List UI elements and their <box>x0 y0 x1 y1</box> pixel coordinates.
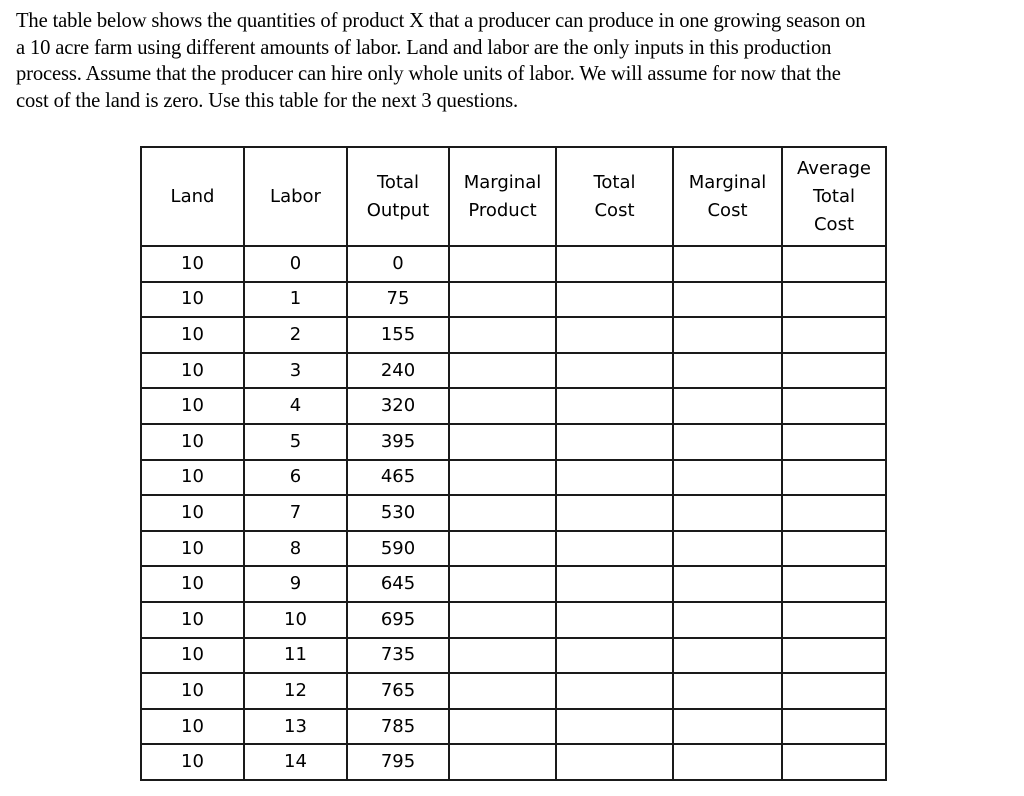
cell-labor: 11 <box>244 638 347 674</box>
cell-marginal-product <box>449 566 556 602</box>
cell-labor: 5 <box>244 424 347 460</box>
question-intro-paragraph <box>16 8 1016 114</box>
cell-land: 10 <box>141 602 244 638</box>
cell-total-output: 155 <box>347 317 449 353</box>
cell-total-output: 735 <box>347 638 449 674</box>
cell-land: 10 <box>141 638 244 674</box>
cell-marginal-product <box>449 317 556 353</box>
table-row <box>141 602 886 638</box>
header-marginal-product: Marginal Product <box>449 147 556 246</box>
cell-total-output: 530 <box>347 495 449 531</box>
cell-marginal-cost <box>673 638 782 674</box>
cell-total-cost <box>556 673 673 709</box>
cell-marginal-cost <box>673 353 782 389</box>
cell-marginal-cost <box>673 317 782 353</box>
cell-total-output: 785 <box>347 709 449 745</box>
cell-marginal-cost <box>673 460 782 496</box>
cell-marginal-cost <box>673 388 782 424</box>
production-table <box>140 146 887 781</box>
table-row <box>141 424 886 460</box>
cell-land: 10 <box>141 495 244 531</box>
table-row <box>141 246 886 282</box>
header-total-cost: Total Cost <box>556 147 673 246</box>
cell-total-output: 320 <box>347 388 449 424</box>
cell-total-cost <box>556 282 673 318</box>
cell-total-cost <box>556 709 673 745</box>
cell-total-output: 0 <box>347 246 449 282</box>
cell-labor: 8 <box>244 531 347 567</box>
table-row <box>141 744 886 780</box>
cell-average-total-cost <box>782 566 886 602</box>
cell-labor: 9 <box>244 566 347 602</box>
table-row <box>141 566 886 602</box>
cell-land: 10 <box>141 566 244 602</box>
cell-total-cost <box>556 495 673 531</box>
cell-average-total-cost <box>782 353 886 389</box>
cell-average-total-cost <box>782 246 886 282</box>
cell-labor: 6 <box>244 460 347 496</box>
cell-average-total-cost <box>782 460 886 496</box>
cell-marginal-cost <box>673 709 782 745</box>
cell-marginal-product <box>449 460 556 496</box>
cell-total-cost <box>556 317 673 353</box>
header-row <box>141 147 886 246</box>
table-row <box>141 531 886 567</box>
cell-land: 10 <box>141 709 244 745</box>
cell-average-total-cost <box>782 317 886 353</box>
cell-total-cost <box>556 602 673 638</box>
cell-total-cost <box>556 566 673 602</box>
intro-line: cost of the land is zero. Use this table for the next 3 questions. <box>16 89 518 112</box>
cell-total-cost <box>556 353 673 389</box>
table-body <box>141 246 886 780</box>
cell-land: 10 <box>141 282 244 318</box>
cell-total-output: 695 <box>347 602 449 638</box>
table-row <box>141 317 886 353</box>
cell-labor: 1 <box>244 282 347 318</box>
cell-land: 10 <box>141 246 244 282</box>
cell-total-output: 765 <box>347 673 449 709</box>
cell-average-total-cost <box>782 282 886 318</box>
cell-labor: 2 <box>244 317 347 353</box>
cell-total-output: 645 <box>347 566 449 602</box>
cell-marginal-cost <box>673 282 782 318</box>
cell-marginal-cost <box>673 495 782 531</box>
cell-marginal-product <box>449 246 556 282</box>
header-total-output: Total Output <box>347 147 449 246</box>
header-land: Land <box>141 147 244 246</box>
cell-land: 10 <box>141 744 244 780</box>
cell-land: 10 <box>141 424 244 460</box>
cell-marginal-cost <box>673 673 782 709</box>
cell-marginal-product <box>449 353 556 389</box>
cell-marginal-product <box>449 602 556 638</box>
table-row <box>141 388 886 424</box>
cell-total-cost <box>556 744 673 780</box>
cell-average-total-cost <box>782 602 886 638</box>
cell-land: 10 <box>141 388 244 424</box>
cell-total-output: 395 <box>347 424 449 460</box>
cell-marginal-cost <box>673 602 782 638</box>
cell-average-total-cost <box>782 638 886 674</box>
cell-marginal-cost <box>673 744 782 780</box>
cell-total-cost <box>556 246 673 282</box>
cell-marginal-cost <box>673 424 782 460</box>
table-row <box>141 638 886 674</box>
cell-total-output: 75 <box>347 282 449 318</box>
cell-labor: 7 <box>244 495 347 531</box>
cell-land: 10 <box>141 531 244 567</box>
cell-land: 10 <box>141 353 244 389</box>
cell-labor: 13 <box>244 709 347 745</box>
intro-line: a 10 acre farm using different amounts of labor. Land and labor are the only inputs in this production <box>16 36 832 59</box>
table-row <box>141 673 886 709</box>
cell-labor: 12 <box>244 673 347 709</box>
cell-marginal-cost <box>673 246 782 282</box>
cell-total-output: 795 <box>347 744 449 780</box>
cell-marginal-product <box>449 673 556 709</box>
cell-marginal-product <box>449 744 556 780</box>
cell-labor: 0 <box>244 246 347 282</box>
header-labor: Labor <box>244 147 347 246</box>
table-row <box>141 460 886 496</box>
cell-marginal-product <box>449 282 556 318</box>
cell-total-cost <box>556 424 673 460</box>
cell-land: 10 <box>141 317 244 353</box>
cell-marginal-product <box>449 709 556 745</box>
cell-labor: 4 <box>244 388 347 424</box>
cell-marginal-cost <box>673 566 782 602</box>
cell-marginal-cost <box>673 531 782 567</box>
cell-labor: 10 <box>244 602 347 638</box>
cell-average-total-cost <box>782 388 886 424</box>
cell-average-total-cost <box>782 744 886 780</box>
header-marginal-cost: Marginal Cost <box>673 147 782 246</box>
cell-labor: 3 <box>244 353 347 389</box>
cell-marginal-product <box>449 495 556 531</box>
intro-line: The table below shows the quantities of product X that a producer can produce in one growing season on <box>16 10 866 32</box>
cell-marginal-product <box>449 531 556 567</box>
cell-marginal-product <box>449 638 556 674</box>
cell-total-output: 240 <box>347 353 449 389</box>
cell-total-cost <box>556 388 673 424</box>
cell-average-total-cost <box>782 424 886 460</box>
header-average-total-cost: Average Total Cost <box>782 147 886 246</box>
cell-total-cost <box>556 531 673 567</box>
table-row <box>141 709 886 745</box>
cell-land: 10 <box>141 460 244 496</box>
table-row <box>141 282 886 318</box>
cell-total-cost <box>556 638 673 674</box>
cell-marginal-product <box>449 424 556 460</box>
cell-average-total-cost <box>782 531 886 567</box>
table-row <box>141 353 886 389</box>
cell-land: 10 <box>141 673 244 709</box>
cell-total-output: 590 <box>347 531 449 567</box>
cell-average-total-cost <box>782 709 886 745</box>
intro-line: process. Assume that the producer can hire only whole units of labor. We will assume for now that the <box>16 63 841 86</box>
cell-average-total-cost <box>782 495 886 531</box>
cell-total-output: 465 <box>347 460 449 496</box>
table-row <box>141 495 886 531</box>
cell-marginal-product <box>449 388 556 424</box>
cell-total-cost <box>556 460 673 496</box>
cell-labor: 14 <box>244 744 347 780</box>
cell-average-total-cost <box>782 673 886 709</box>
